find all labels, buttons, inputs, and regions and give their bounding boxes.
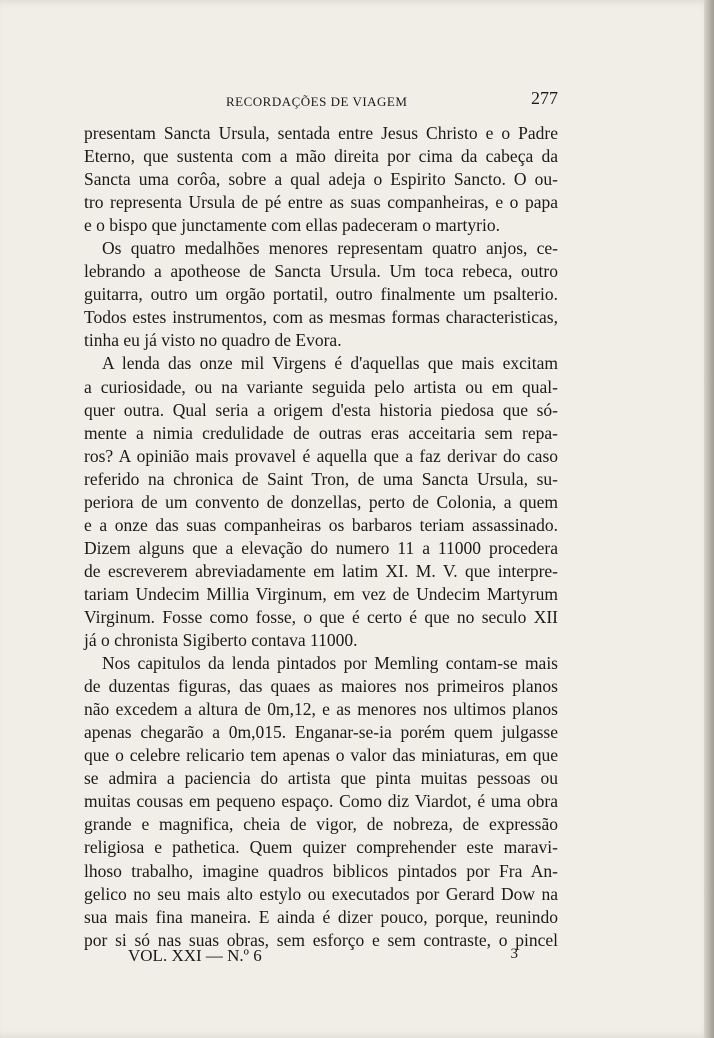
- text-line: Eterno, que sustenta com a mão direita por cima da cabeça da: [84, 146, 558, 167]
- text-line: já o chronista Sigiberto contava 11000.: [84, 630, 358, 651]
- text-line: presentam Sancta Ursula, sentada entre Jesus Christo e o Padre: [84, 123, 558, 143]
- text-line: Todos estes instrumentos, com as mesmas formas characteristicas,: [84, 307, 558, 328]
- text-line: de duzentas figuras, das quaes as maiores nos primeiros planos: [84, 676, 558, 697]
- text-line: de escreverem abreviadamente em latim XI. M. V. que interpre-: [84, 560, 558, 581]
- text-line: lebrando a apotheose de Sancta Ursula. Um toca rebeca, outro: [84, 261, 558, 282]
- text-line: apenas chegarão a 0m,015. Enganar-se-ia porém quem julgasse: [84, 722, 558, 743]
- text-line: tro representa Ursula de pé entre as suas companheiras, e o papa: [84, 192, 558, 213]
- text-line: grande e magnifica, cheia de vigor, de nobreza, de expressão: [84, 814, 558, 835]
- text-line: Sancta uma corôa, sobre a qual adeja o Espirito Sancto. O ou-: [84, 169, 558, 190]
- running-title: RECORDAÇÕES DE VIAGEM: [226, 94, 408, 109]
- text-line: Nos capitulos da lenda pintados por Memling contam-se mais: [102, 653, 558, 674]
- text-line: gelico no seu mais alto estylo ou executados por Gerard Dow na: [84, 883, 558, 904]
- body-text: [84, 122, 558, 952]
- text-line: lhoso trabalho, imagine quadros biblicos pintados por Fra An-: [84, 860, 558, 881]
- text-line: e a onze das suas companheiras os barbaros teriam assassinado.: [84, 514, 558, 535]
- text-line: ros? A opinião mais provavel é aquella que a faz derivar do caso: [84, 445, 558, 466]
- page-number: 277: [531, 88, 558, 108]
- text-line: periora de um convento de donzellas, perto de Colonia, a quem: [84, 491, 558, 512]
- text-line: Os quatro medalhões menores representam quatro anjos, ce-: [102, 238, 558, 259]
- text-line: guitarra, outro um orgão portatil, outro finalmente um psalterio.: [84, 284, 558, 305]
- volume-signature: VOL. XXI — N.º 6: [128, 946, 262, 965]
- text-line: se admira a paciencia do artista que pinta muitas pessoas ou: [84, 768, 558, 789]
- text-line: a curiosidade, ou na variante seguida pelo artista ou em qual-: [84, 376, 558, 397]
- text-line: religiosa e pathetica. Quem quizer comprehender este maravi-: [84, 837, 558, 858]
- page-footer: [128, 946, 518, 970]
- text-line: sua mais fina maneira. E ainda é dizer pouco, porque, reunindo: [84, 906, 558, 927]
- text-line: Dizem alguns que a elevação do numero 11 a 11000 procedera: [84, 537, 558, 558]
- text-line: que o celebre relicario tem apenas o valor das miniaturas, em que: [84, 745, 558, 766]
- text-line: por si só nas suas obras, sem esforço e sem contraste, o pincel: [84, 929, 558, 950]
- sheet-number: 3: [510, 946, 518, 962]
- text-line: tinha eu já visto no quadro de Evora.: [84, 330, 342, 351]
- text-line: muitas cousas em pequeno espaço. Como diz Viardot, é uma obra: [84, 791, 558, 812]
- text-line: tariam Undecim Millia Virginum, em vez de Undecim Martyrum: [84, 583, 558, 604]
- text-line: quer outra. Qual seria a origem d'esta historia piedosa que só-: [84, 399, 558, 420]
- page-header: [84, 84, 558, 114]
- text-line: A lenda das onze mil Virgens é d'aquellas que mais excitam: [102, 353, 558, 374]
- text-line: Virginum. Fosse como fosse, o que é certo é que no seculo XII: [84, 606, 558, 627]
- text-line: e o bispo que junctamente com ellas padeceram o martyrio.: [84, 215, 500, 236]
- text-line: não excedem a altura de 0m,12, e as menores nos ultimos planos: [84, 699, 558, 720]
- page-edge: [704, 0, 714, 1038]
- text-line: mente a nimia credulidade de outras eras acceitaria sem repa-: [84, 422, 558, 443]
- text-line: referido na chronica de Saint Tron, de uma Sancta Ursula, su-: [84, 468, 558, 489]
